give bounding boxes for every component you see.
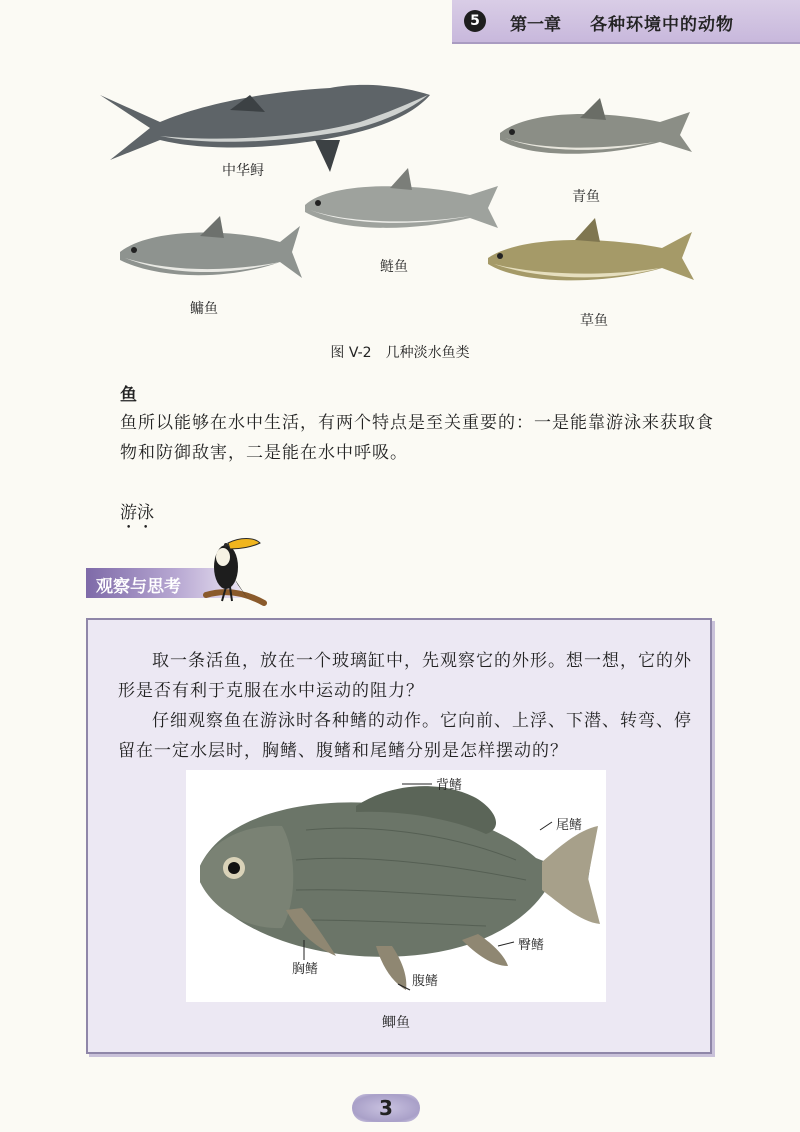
section-title: 鱼 [120, 385, 137, 405]
activity-paragraph-2: 仔细观察鱼在游泳时各种鳍的动作。它向前、上浮、下潜、转弯、停留在一定水层时，胸鳍、腹鳍和尾鳍分别是怎样摆动的？ [118, 711, 692, 761]
label-dorsal-fin: 背鳍 [436, 778, 463, 793]
label-grass-carp: 草鱼 [580, 313, 608, 329]
toucan-icon [196, 523, 268, 607]
black-carp-illustration [500, 98, 692, 154]
label-caudal-fin: 尾鳍 [556, 818, 583, 833]
activity-paragraph-1: 取一条活鱼，放在一个玻璃缸中，先观察它的外形。想一想，它的外形是否有利于克服在水中运动的阻力？ [118, 651, 692, 701]
freshwater-fish-illustration [0, 0, 800, 340]
sturgeon-illustration [100, 85, 430, 172]
bighead-carp-illustration [120, 216, 302, 278]
label-pectoral-fin: 胸鳍 [292, 962, 319, 977]
label-silver-carp: 鲢鱼 [380, 259, 408, 275]
observe-banner-label: 观察与思考 [96, 577, 181, 597]
label-black-carp: 青鱼 [572, 189, 600, 205]
figure-caption: 图 V-2 几种淡水鱼类 [330, 345, 470, 361]
carp-illustration [186, 770, 616, 1002]
label-bighead-carp: 鳙鱼 [190, 301, 218, 317]
chapter-number-badge: 5 [464, 10, 486, 32]
subsection-title: 游泳 [120, 503, 154, 523]
intro-paragraph: 鱼所以能够在水中生活，有两个特点是至关重要的：一是能靠游泳来获取食物和防御敌害，二是能在水中呼吸。 [120, 413, 714, 463]
page-number: 3 [379, 1096, 393, 1120]
grass-carp-illustration [488, 218, 694, 280]
label-anal-fin: 臀鳍 [518, 938, 545, 953]
label-pelvic-fin: 腹鳍 [412, 974, 439, 989]
chapter-label: 第一章 [510, 15, 561, 35]
label-sturgeon: 中华鲟 [222, 163, 264, 179]
silver-carp-illustration [305, 168, 498, 228]
chapter-title: 各种环境中的动物 [590, 15, 734, 35]
carp-caption: 鲫鱼 [382, 1015, 410, 1031]
